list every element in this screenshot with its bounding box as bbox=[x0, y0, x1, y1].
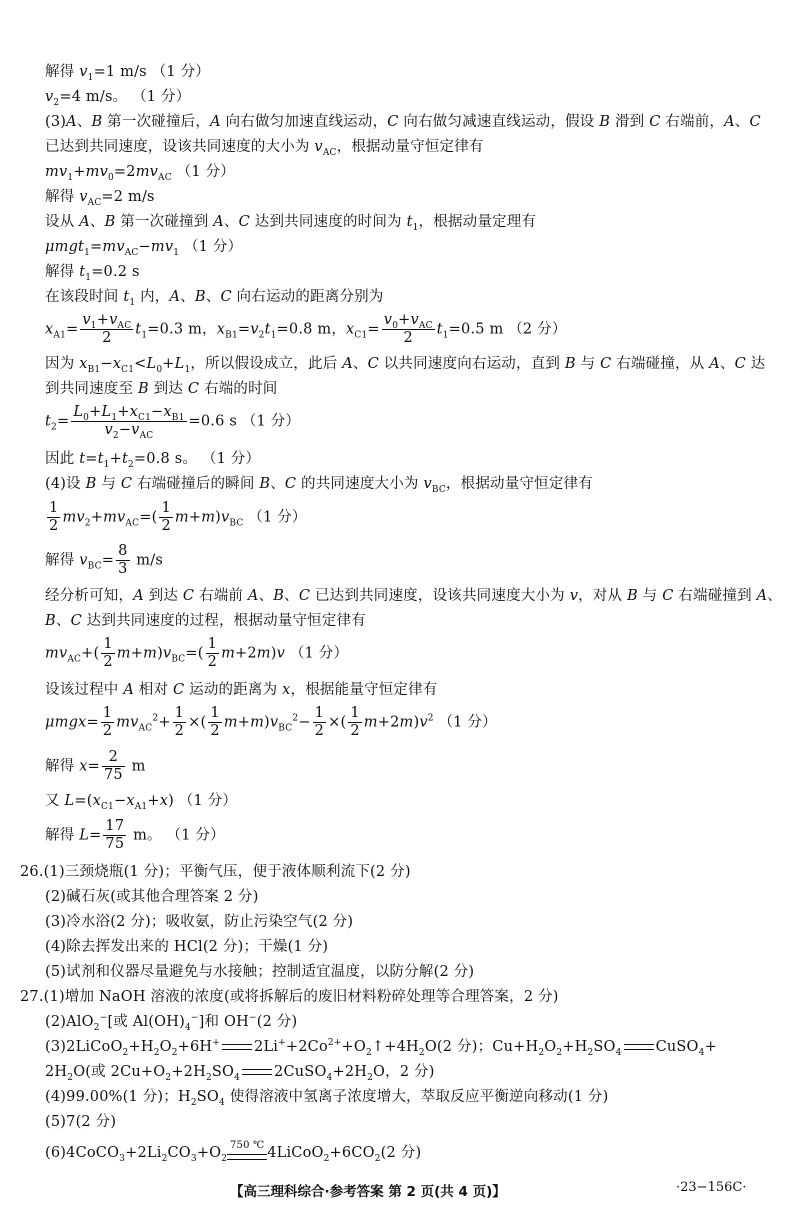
footer-title: 【高三理科综合·参考答案 第 2 页(共 4 页)】 bbox=[230, 1184, 506, 1200]
line-21: $mv_{AC}+$( $\frac{1}{2}$ $m+m)v_{BC}=$( $\frac{1}{2}$ m+2m)v （1 分） bbox=[45, 636, 349, 670]
line-37: (5)7(2 分) bbox=[45, 1114, 117, 1130]
line-27: 26.(1)三颈烧瓶(1 分)；平衡气压，便于液体顺利流下(2 分) bbox=[20, 864, 411, 880]
line-32: 27.(1)增加 NaOH 溶液的浓度(或将拆解后的废旧材料粉碎处理等合理答案，2 分) bbox=[20, 989, 559, 1005]
reaction-condition: 750 ℃ bbox=[229, 1140, 265, 1151]
line-17: $\frac{1}{2}$ $mv_2+mv_{AC}=$( $\frac{1}{2}$ $m+m)v_{BC}$ （1 分） bbox=[49, 500, 307, 534]
line-04: 已达到共同速度，设该共同速度的大小为 $v_{AC}$，根据动量守恒定律有 bbox=[45, 139, 484, 158]
line-01: 解得 $v_1=1$ m/s （1 分） bbox=[45, 64, 210, 83]
line-20: B、C 达到共同速度的过程，根据动量守恒定律有 bbox=[45, 613, 366, 629]
line-05: $mv_1+mv_0=2mv_{AC}$ （1 分） bbox=[45, 164, 235, 183]
line-06: 解得 $v_{AC}=2$ m/s bbox=[45, 189, 155, 208]
line-18: 解得 $v_{BC}=$ $\frac{8}{3}$ m/s bbox=[45, 543, 163, 577]
line-09: 解得 $t_1=0.2$ s bbox=[45, 264, 140, 283]
line-30: (4)除去挥发出来的 HCl(2 分)；干燥(1 分) bbox=[45, 939, 329, 955]
line-33: (2)AlO$_2$−[或 $Al(OH)_4^-$]和 OH−(2 分) bbox=[45, 1013, 298, 1033]
line-15: 因此 $t=t_1+t_2=0.8$ s。 （1 分） bbox=[45, 451, 261, 470]
line-34: $(3)2LiCoO_2+H_2O_2+6H^+$ $2Li^++2Co^{2+}+O_2↑+4H_2O(2$ 分)；$Cu+H_2O_2+H_2SO_4$ CuSO$_4$+ bbox=[45, 1038, 717, 1058]
line-02: $v_2=4$ m/s。 （1 分） bbox=[45, 89, 191, 108]
line-12: 因为 $x_{B1}-x_{C1}<L_0+L_1$，所以假设成立，此后 A、C 以共同速度向右运动，直到 B 与 C 右端碰撞，从 A、C 达 bbox=[45, 356, 766, 375]
line-35: $2H_2O$(或 $2Cu+O_2+2H_2SO_4$ $2CuSO_4+2H_2O$，2 分) bbox=[45, 1064, 435, 1083]
line-28: (2)碱石灰(或其他合理答案 2 分) bbox=[45, 889, 259, 905]
line-36: (4)99.00%(1 分)；$H_2SO_4$ 使得溶液中氢离子浓度增大，萃取反应平衡逆向移动(1 分) bbox=[45, 1089, 609, 1108]
line-38: $(6)4CoCO_3+2Li_2CO_3+O_2$ 750 ℃ $4LiCoO_2+6CO_2(2$ 分) bbox=[45, 1140, 422, 1164]
line-14: $t_2=$ $\frac{L_0+L_1+x_{C1}-x_{B1}}{v_2-v_{AC}}$ =0.6 s （1 分） bbox=[45, 404, 301, 441]
line-03: (3)A、B 第一次碰撞后，A 向右做匀加速直线运动，C 向右做匀减速直线运动，假设 B 滑到 C 右端前，A、C bbox=[45, 114, 761, 130]
line-24: 解得 x= $\frac{2}{75}$ m bbox=[45, 749, 146, 783]
line-31: (5)试剂和仪器尽量避免与水接触；控制适宜温度，以防分解(2 分) bbox=[45, 964, 475, 980]
line-23: μmgx= $\frac{1}{2}$ $mv_{AC}^2+$ $\frac{1}{2}$ ×( $\frac{1}{2}$ $m+m)v_{BC}^2-$ $\frac{1}{2}$ ×( $\frac{1}{2}$ $m+2m)v^2$ （1 分） bbox=[45, 705, 497, 739]
line-22: 设该过程中 A 相对 C 运动的距离为 x，根据能量守恒定律有 bbox=[45, 682, 438, 698]
line-13: 到共同速度至 B 到达 C 右端的时间 bbox=[45, 381, 278, 397]
line-08: $\mu mgt_1=mv_{AC}-mv_1$ （1 分） bbox=[45, 239, 243, 258]
line-29: (3)冷水浴(2 分)；吸收氨，防止污染空气(2 分) bbox=[45, 914, 354, 930]
line-11: $x_{A1}=$ $\frac{v_1+v_{AC}}{2}$ $t_1=0.3$ m，$x_{B1}=v_2t_1=0.8$ m，$x_{C1}=$ $\frac{v_0+v_{AC}}{2}$ $t_1=0.5$ m （2 分） bbox=[45, 312, 567, 346]
line-25: 又 $L=(x_{C1}-x_{A1}+x)$ （1 分） bbox=[45, 793, 238, 812]
line-26: 解得 L= $\frac{17}{75}$ m。 （1 分） bbox=[45, 818, 225, 852]
footer-code: ·23−156C· bbox=[676, 1180, 747, 1195]
line-19: 经分析可知，A 到达 C 右端前 A、B、C 已达到共同速度，设该共同速度大小为 v，对从 B 与 C 右端碰撞到 A、 bbox=[45, 588, 782, 604]
line-07: 设从 A、B 第一次碰撞到 A、C 达到共同速度的时间为 $t_1$，根据动量定理有 bbox=[45, 214, 537, 233]
line-10: 在该段时间 $t_1$ 内，A、B、C 向右运动的距离分别为 bbox=[45, 289, 384, 308]
line-16: (4)设 B 与 C 右端碰撞后的瞬间 B、C 的共同速度大小为 $v_{BC}$，根据动量守恒定律有 bbox=[45, 476, 593, 495]
